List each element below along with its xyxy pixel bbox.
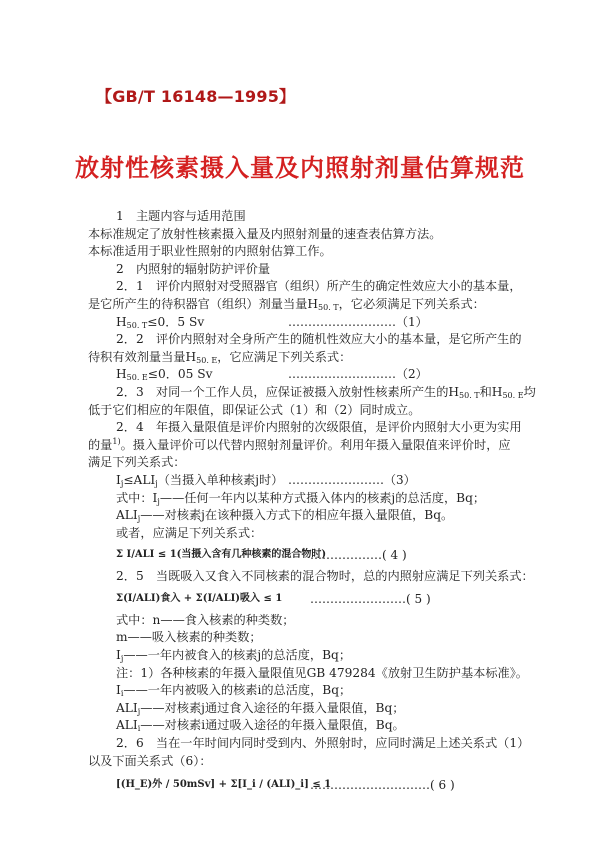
text-line	[88, 402, 528, 420]
text-segment: 本标准规定了放射性核素摄入量及内照射剂量的速查表估算方法。	[88, 226, 442, 241]
text-segment: 待积有效剂量当量H	[88, 349, 197, 364]
text-segment: 本标准适用于职业性照射的内照射估算工作。	[88, 244, 332, 259]
text-line	[88, 665, 528, 683]
subscript: i	[137, 724, 141, 734]
subscript: j	[157, 496, 160, 506]
text-segment: I	[116, 683, 121, 698]
text-segment: ≤0．05 Sv	[147, 367, 213, 382]
text-line	[88, 629, 528, 647]
text-line	[88, 612, 528, 630]
text-line	[88, 647, 528, 665]
text-line	[88, 568, 534, 586]
text-segment: 均	[523, 384, 536, 399]
text-line	[88, 384, 536, 402]
text-line	[88, 278, 528, 296]
equation-number: ……………………（3）	[288, 472, 416, 487]
text-segment: H	[116, 367, 127, 382]
text-segment: I	[116, 472, 121, 487]
formula-line	[88, 586, 528, 612]
subscript: 50. T	[459, 390, 480, 400]
equation-number: ………………………（1）	[288, 314, 428, 329]
text-line	[88, 682, 528, 700]
text-line	[88, 226, 528, 244]
text-line	[88, 490, 528, 508]
text-line	[88, 331, 528, 349]
text-segment: ALI	[116, 718, 138, 733]
text-line	[88, 700, 528, 718]
subscript: 50. T	[318, 302, 339, 312]
text-segment: 2．2 评价内照射对全身所产生的随机性效应大小的基本量，是它所产生的	[116, 332, 522, 347]
text-segment: Σ I/ALI ≤ 1(当摄入含有几种核素的混合物时)	[116, 549, 327, 561]
document-body	[88, 208, 536, 800]
text-segment: 2．1 评价内照射对受照器官（组织）所产生的确定性效应大小的基本量，	[116, 279, 522, 294]
text-line	[88, 208, 528, 226]
text-segment: 注：1）各种核素的年摄入量限值见GB 479284《放射卫生防护基本标准》。	[116, 665, 528, 680]
formula-line	[88, 542, 528, 568]
equation-number: ……………………( 5 )	[310, 591, 431, 606]
text-segment: ALI	[116, 508, 138, 523]
text-segment: 2．6 当在一年时间内同时受到内、外照射时，应同时满足上述关系式（1）	[116, 736, 530, 751]
text-segment: 。摄入量评价可以代替内照射剂量评价。利用年摄入量限值来评价时，应	[120, 437, 511, 452]
subscript: j	[120, 478, 124, 488]
text-segment: 2．4 年摄入量限值是评价内照射的次级限值，是评价内照射大小更为实用	[116, 420, 522, 435]
text-segment: ≤0．5 Sv	[147, 314, 205, 329]
text-segment: 或者，应满足下列关系式：	[116, 525, 263, 540]
text-line	[88, 366, 528, 384]
text-line	[88, 454, 528, 472]
text-segment: ——一年内被吸入的核素i的总活度，Bq；	[123, 683, 352, 698]
text-line	[88, 419, 528, 437]
text-line	[88, 507, 528, 525]
text-segment: 低于它们相应的年限值，即保证公式（1）和（2）同时成立。	[88, 402, 421, 417]
text-line	[88, 349, 528, 367]
text-line	[88, 753, 528, 771]
text-segment: ——任何一年内以某种方式摄入体内的核素j的总活度，Bq；	[159, 490, 486, 505]
text-segment: ——对核素j在该种摄入方式下的相应年摄入量限值，Bq。	[140, 508, 454, 523]
subscript: 50. E	[502, 390, 524, 400]
standard-number: 【GB/T 16148—1995】	[96, 87, 296, 106]
text-segment: ，它应满足下列关系式：	[217, 349, 352, 364]
text-segment: ，它必须满足下列关系式：	[338, 296, 485, 311]
text-line	[88, 525, 528, 543]
text-line	[88, 735, 528, 753]
text-segment: 以及下面关系式（6）：	[88, 753, 212, 768]
text-segment: ALI	[116, 700, 138, 715]
text-segment: ——对核素i通过吸入途径的年摄入量限值，Bq。	[140, 718, 405, 733]
text-line	[88, 437, 528, 455]
text-line	[88, 314, 528, 332]
text-segment: 和H	[479, 384, 503, 399]
text-segment: 式中：I	[116, 490, 158, 505]
text-segment: I	[116, 648, 121, 663]
text-segment: Σ(I/ALI)食入 + Σ(I/ALI)吸入 ≤ 1	[116, 592, 283, 604]
text-segment: 是它所产生的待积器官（组织）剂量当量H	[88, 296, 319, 311]
text-line	[88, 472, 528, 490]
text-segment: 的量	[88, 437, 113, 452]
document-title: 放射性核素摄入量及内照射剂量估算规范	[75, 153, 525, 182]
subscript: 50. E	[196, 355, 218, 365]
text-segment: [(H_E)外 / 50mSv] + Σ[I_i / (ALI)_i] ≤ 1	[116, 779, 332, 791]
text-segment: m——吸入核素的种类数；	[116, 630, 262, 645]
text-line	[88, 243, 528, 261]
subscript: i	[120, 689, 124, 699]
subscript: j	[137, 706, 141, 716]
text-segment: H	[116, 314, 127, 329]
formula-line	[88, 770, 528, 800]
text-segment: 2．3 对同一个工作人员，应保证被摄入放射性核素所产生的H	[116, 384, 460, 399]
text-segment: ——对核素j通过食入途径的年摄入量限值，Bq；	[140, 700, 405, 715]
equation-number: …………………………( 6 )	[310, 778, 455, 793]
text-line	[88, 296, 528, 314]
text-segment: ≤ALI	[123, 472, 156, 487]
text-segment: 2．5 当既吸入又食入不同核素的混合物时，总的内照射应满足下列关系式：	[116, 569, 534, 584]
equation-number: ………………( 4 )	[310, 548, 407, 563]
text-segment: ——一年内被食入的核素j的总活度，Bq；	[123, 648, 352, 663]
subscript: j	[155, 478, 158, 488]
equation-number: ………………………（2）	[288, 367, 428, 382]
subscript: 50. T	[126, 320, 148, 330]
footnote-mark: 1)	[112, 436, 121, 446]
subscript: j	[137, 514, 141, 524]
text-segment: 2 内照射的辐射防护评价量	[116, 261, 271, 276]
text-segment: （当摄入单种核素j时）	[157, 472, 284, 487]
text-segment: 1 主题内容与适用范围	[116, 209, 246, 223]
text-line	[88, 717, 528, 735]
text-line	[88, 261, 528, 279]
subscript: 50. E	[126, 373, 148, 383]
text-segment: 式中：n——食入核素的种类数；	[116, 612, 295, 627]
text-segment: 满足下列关系式：	[88, 455, 186, 470]
subscript: j	[120, 654, 124, 664]
